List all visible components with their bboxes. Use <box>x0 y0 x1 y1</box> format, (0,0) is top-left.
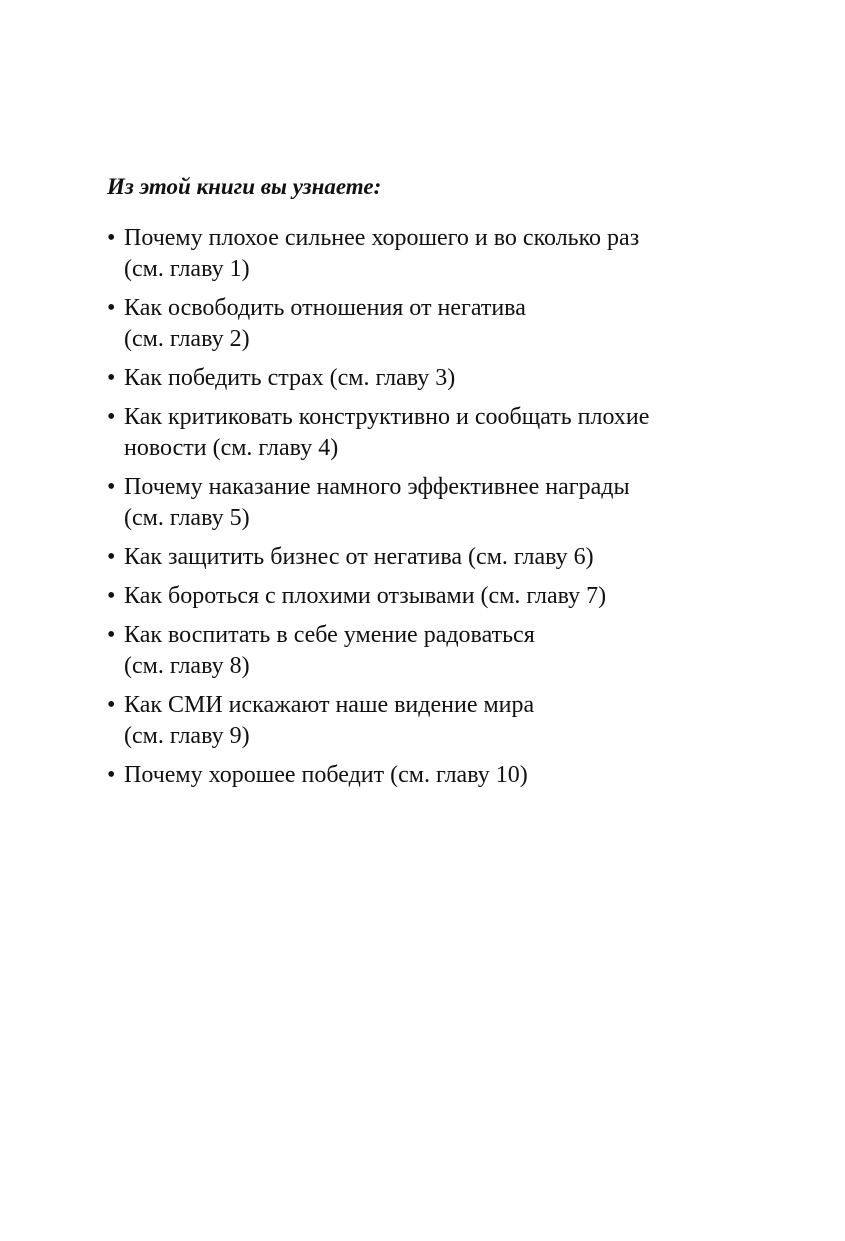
list-item-text: Почему наказание намного эффективнее награды <box>124 474 630 500</box>
bullet-icon: • <box>107 404 116 430</box>
list-item <box>107 542 747 573</box>
topics-list <box>107 223 747 799</box>
bullet-icon: • <box>107 544 116 570</box>
list-item <box>107 223 747 285</box>
list-item-text: Как освободить отношения от негатива <box>124 295 526 321</box>
list-item <box>107 620 747 682</box>
bullet-icon: • <box>107 583 116 609</box>
list-item-text: Почему плохое сильнее хорошего и во сколько раз <box>124 225 640 251</box>
section-heading: Из этой книги вы узнаете: <box>107 174 382 199</box>
list-item <box>107 402 747 464</box>
list-item <box>107 690 747 752</box>
bullet-icon: • <box>107 692 116 718</box>
list-item-text: (см. главу 5) <box>124 505 250 531</box>
list-item-text: (см. главу 9) <box>124 723 250 749</box>
list-item-text: Как бороться с плохими отзывами (см. главу 7) <box>124 583 607 609</box>
bullet-icon: • <box>107 365 116 391</box>
list-item <box>107 472 747 534</box>
list-item <box>107 293 747 355</box>
list-item <box>107 760 747 791</box>
list-item-text: Почему хорошее победит (см. главу 10) <box>124 762 528 788</box>
list-item-text: Как критиковать конструктивно и сообщать плохие <box>124 404 650 430</box>
list-item-text: (см. главу 8) <box>124 653 250 679</box>
bullet-icon: • <box>107 295 116 321</box>
list-item-text: (см. главу 1) <box>124 256 250 282</box>
list-item-text: Как защитить бизнес от негатива (см. главу 6) <box>124 544 594 570</box>
list-item-text: Как воспитать в себе умение радоваться <box>124 622 535 648</box>
list-item-text: Как СМИ искажают наше видение мира <box>124 692 535 718</box>
list-item-text: Как победить страх (см. главу 3) <box>124 365 456 391</box>
bullet-icon: • <box>107 622 116 648</box>
bullet-icon: • <box>107 762 116 788</box>
bullet-icon: • <box>107 225 116 251</box>
list-item <box>107 363 747 394</box>
list-item <box>107 581 747 612</box>
list-item-text: (см. главу 2) <box>124 326 250 352</box>
bullet-icon: • <box>107 474 116 500</box>
list-item-text: новости (см. главу 4) <box>124 435 339 461</box>
